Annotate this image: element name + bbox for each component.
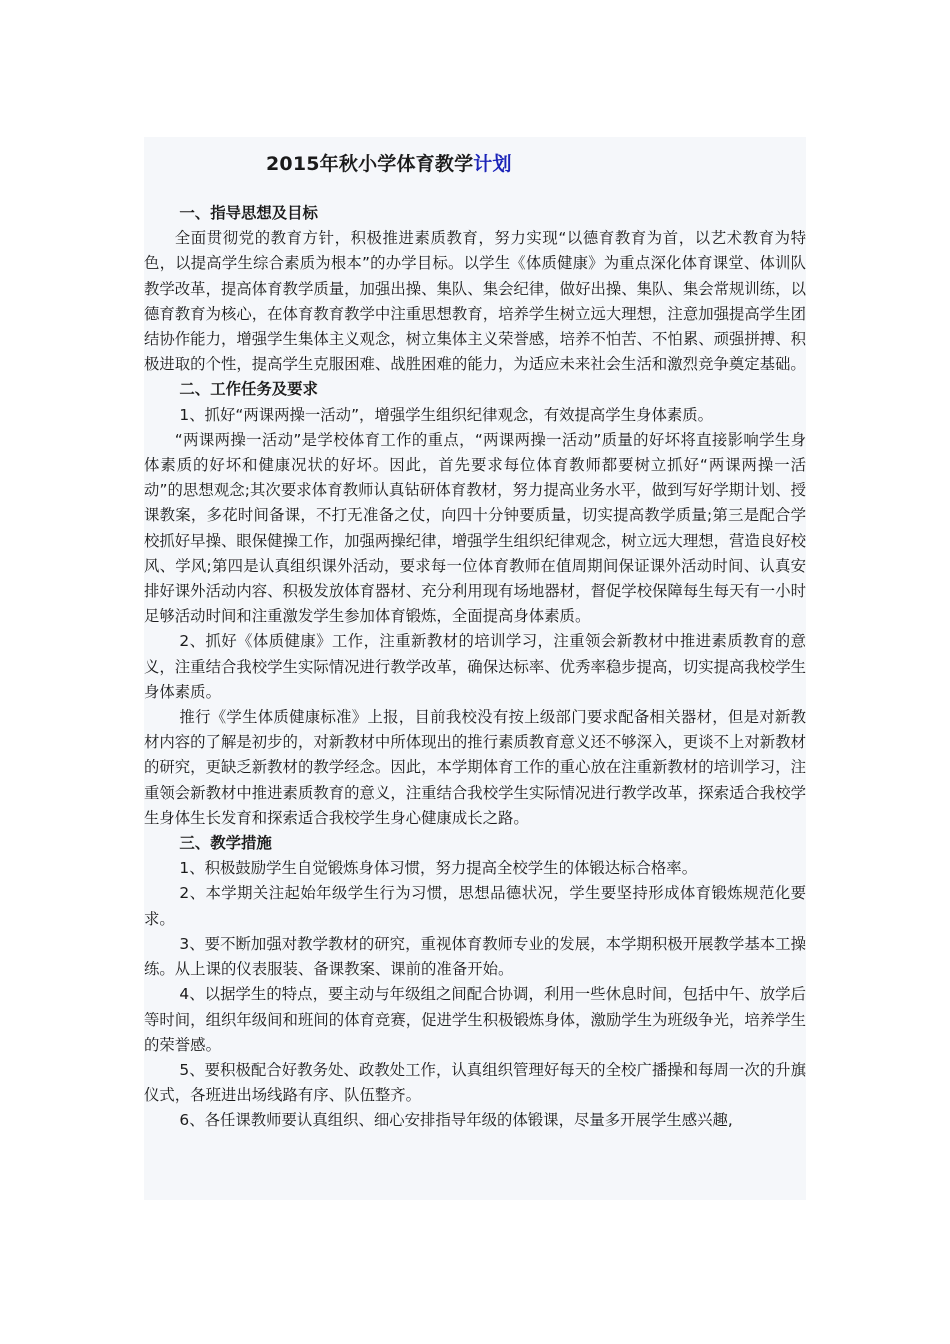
section-heading: 二、工作任务及要求 [179,380,318,399]
paragraph: 1、积极鼓励学生自觉锻炼身体习惯，努力提高全校学生的体锻达标合格率。 [179,859,698,878]
paragraph: 2、本学期关注起始年级学生行为习惯，思想品德状况，学生要坚持形成体育锻炼规范化要求。 [144,884,806,928]
section-heading: 三、教学措施 [179,834,272,853]
paragraph: 1、抓好“两课两操一活动”，增强学生组织纪律观念，有效提高学生身体素质。 [179,405,714,424]
document-title [266,150,512,178]
title-main: 2015年秋小学体育教学 [266,153,474,175]
paragraph: 6、各任课教师要认真组织、细心安排指导年级的体锻课，尽量多开展学生感兴趣, [179,1111,733,1130]
paragraph: 3、要不断加强对教学教材的研究，重视体育教师专业的发展，本学期积极开展教学基本工操练。从上课的仪表服装、备课教案、课前的准备开始。 [144,934,806,979]
paragraph: “两课两操一活动”是学校体育工作的重点，“两课两操一活动”质量的好坏将直接影响学生身体素质的好坏和健康况状的好坏。因此，首先要求每位体育教师都要树立抓好“两课两操一活动”的思想观念;其次要求体育教师认真钻研体育教材，努力提高业务水平，做到写好学期计划、授课教案，多花时间备课，不打无准备之仗，向四十分钟要质量，切实提高教学质量;第三是配合学校抓好早操、眼保健操工作，加强两操纪律，增强学生组织纪律观念，树立远大理想，营造良好校风、学风;第四是认真组织课外活动，要求每一位体育教师在值周期间保证课外活动时间、认真安排好课外活动内容、积极发放体育器材、充分利用现有场地器材，督促学校保障每生每天有一小时足够活动时间和注重激发学生参加体育锻炼，全面提高身体素质。 [144,430,806,626]
paragraph: 4、以据学生的特点，要主动与年级组之间配合协调，利用一些休息时间，包括中午、放学后等时间，组织年级间和班间的体育竞赛，促进学生积极锻炼身体，激励学生为班级争光，培养学生的荣誉感。 [144,985,806,1054]
document-body [144,201,806,1134]
section-heading: 一、指导思想及目标 [179,204,318,222]
paragraph: 全面贯彻党的教育方针，积极推进素质教育，努力实现“以德育教育为首，以艺术教育为特色，以提高学生综合素质为根本”的办学目标。以学生《体质健康》为重点深化体育课堂、体训队教学改革，提高体育教学质量，加强出操、集队、集会纪律，做好出操、集队、集会常规训练，以德育教育为核心，在体育教育教学中注重思想教育，培养学生树立远大理想，注意加强提高学生团结协作能力，增强学生集体主义观念，树立集体主义荣誉感，培养不怕苦、不怕累、顽强拼搏、积极进取的个性，提高学生克服困难、战胜困难的能力，为适应未来社会生活和激烈竞争奠定基础。 [144,229,806,374]
title-highlight: 计划 [473,153,512,175]
paragraph: 5、要积极配合好教务处、政教处工作，认真组织管理好每天的全校广播操和每周一次的升旗仪式，各班进出场线路有序、队伍整齐。 [144,1060,806,1105]
paragraph: 2、抓好《体质健康》工作，注重新教材的培训学习，注重领会新教材中推进素质教育的意义，注重结合我校学生实际情况进行教学改革，确保达标率、优秀率稳步提高，切实提高我校学生身体素质。 [144,632,806,701]
paragraph: 推行《学生体质健康标准》上报，目前我校没有按上级部门要求配备相关器材，但是对新教材内容的了解是初步的，对新教材中所体现出的推行素质教育意义还不够深入，更谈不上对新教材的研究，更缺乏新教材的教学经念。因此，本学期体育工作的重心放在注重新教材的培训学习，注重领会新教材中推进素质教育的意义，注重结合我校学生实际情况进行教学改革，探索适合我校学生身体生长发育和探索适合我校学生身心健康成长之路。 [144,708,806,827]
